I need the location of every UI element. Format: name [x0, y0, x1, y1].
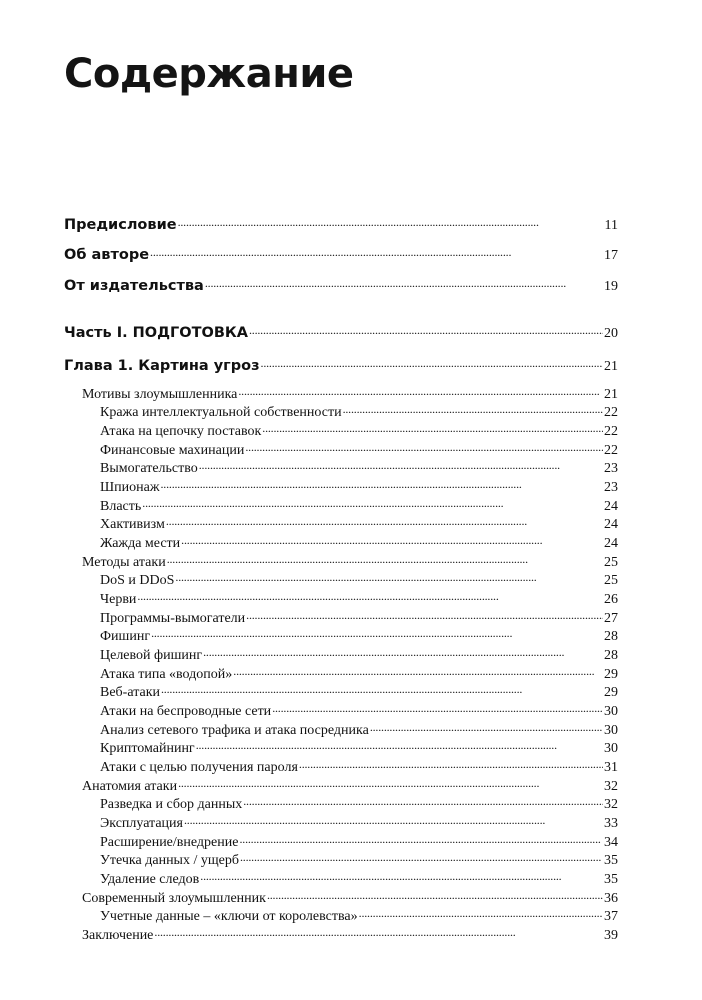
dot-leader [181, 533, 603, 547]
toc-entry-chapter-1[interactable] [64, 355, 618, 375]
toc-page-number: 31 [604, 760, 618, 775]
toc-entry[interactable] [100, 682, 618, 701]
dot-leader [243, 794, 603, 808]
toc-entry-label: Эксплуатация [100, 816, 183, 831]
toc-page-number: 32 [604, 797, 618, 812]
toc-entry-label: Криптомайнинг [100, 741, 195, 756]
dot-leader [167, 552, 603, 566]
toc-entry-label: Мотивы злоумышленника [82, 387, 238, 402]
toc-entry[interactable] [82, 925, 618, 944]
toc-page-number: 22 [604, 405, 618, 420]
toc-entry[interactable] [100, 850, 618, 869]
toc-entry-label: От издательства [64, 277, 204, 294]
toc-page-number: 37 [604, 909, 618, 924]
toc-entry-label: Об авторе [64, 246, 150, 263]
toc-entry[interactable] [100, 813, 618, 832]
toc-page-number: 30 [604, 723, 618, 738]
toc-entry[interactable] [82, 776, 618, 795]
toc-entry-label: Кража интеллектуальной собственности [100, 405, 342, 420]
dot-leader [249, 322, 603, 337]
dot-leader [178, 214, 604, 229]
dot-leader [239, 832, 603, 846]
dot-leader [299, 757, 603, 771]
toc-entry-about-author[interactable] [64, 244, 618, 264]
dot-leader [205, 275, 603, 290]
toc-page-number: 24 [604, 517, 618, 532]
toc-entry-label: Атака на цепочку поставок [100, 424, 262, 439]
toc-entry[interactable] [100, 757, 618, 776]
dot-leader [175, 570, 603, 584]
toc-page-number: 28 [604, 629, 618, 644]
toc-entry-label: Шпионаж [100, 480, 160, 495]
toc-entry-label: Анализ сетевого трафика и атака посредника [100, 723, 369, 738]
toc-entry-preface[interactable] [64, 214, 618, 234]
toc-entry-label: Методы атаки [82, 555, 166, 570]
toc-entry[interactable] [100, 720, 618, 739]
toc-page-number: 35 [604, 853, 618, 868]
dot-leader [154, 925, 603, 939]
toc-entry[interactable] [100, 514, 618, 533]
toc-entry[interactable] [82, 552, 618, 571]
toc-entry-label: Жажда мести [100, 536, 181, 551]
toc-entry[interactable] [100, 440, 618, 459]
dot-leader [203, 645, 603, 659]
toc-entry-label: Финансовые махинации [100, 443, 245, 458]
dot-leader [238, 384, 603, 398]
toc-page-number: 23 [604, 461, 618, 476]
toc-entry-label: Расширение/внедрение [100, 835, 239, 850]
toc-entry-label: Учетные данные – «ключи от королевства» [100, 909, 358, 924]
toc-entry[interactable] [100, 496, 618, 515]
toc-entry[interactable] [82, 888, 618, 907]
dot-leader [359, 906, 603, 920]
toc-entry-publisher[interactable] [64, 275, 618, 295]
toc-entry[interactable] [100, 701, 618, 720]
toc-entry[interactable] [100, 608, 618, 627]
dot-leader [166, 514, 603, 528]
dot-leader [137, 589, 603, 603]
toc-entry[interactable] [100, 533, 618, 552]
dot-leader [343, 402, 603, 416]
toc-entry-label: Удаление следов [100, 872, 200, 887]
toc-entry[interactable] [100, 570, 618, 589]
toc-entry-label: Атаки на беспроводные сети [100, 704, 272, 719]
toc-entry-label: Часть I. ПОДГОТОВКА [64, 324, 248, 341]
toc-page-number: 28 [604, 648, 618, 663]
toc-entry-label: Заключение [82, 928, 154, 943]
toc-page-number: 33 [604, 816, 618, 831]
dot-leader [267, 888, 603, 902]
toc-entry[interactable] [100, 869, 618, 888]
toc-page-number: 21 [604, 387, 618, 402]
dot-leader [199, 458, 603, 472]
toc-page-number: 32 [604, 779, 618, 794]
toc-entry-label: Фишинг [100, 629, 151, 644]
toc-entry-label: Целевой фишинг [100, 648, 203, 663]
dot-leader [233, 664, 603, 678]
toc-page-number: 29 [604, 685, 618, 700]
page-title: Содержание [64, 51, 354, 97]
dot-leader [161, 682, 603, 696]
toc-entry[interactable] [100, 458, 618, 477]
dot-leader [245, 440, 603, 454]
toc-page-number: 17 [604, 247, 618, 263]
toc-entry-label: Разведка и сбор данных [100, 797, 243, 812]
toc-page-number: 35 [604, 872, 618, 887]
toc-entry-label: Современный злоумышленник [82, 891, 266, 906]
toc-page-number: 36 [604, 891, 618, 906]
toc-page-number: 26 [604, 592, 618, 607]
toc-page-number: 24 [604, 536, 618, 551]
toc-entry-label: Атака типа «водопой» [100, 667, 233, 682]
dot-leader [142, 496, 603, 510]
toc-page-number: 19 [604, 278, 618, 294]
toc-entry[interactable] [100, 626, 618, 645]
toc-entry[interactable] [100, 645, 618, 664]
toc-entry[interactable] [100, 738, 618, 757]
toc-entry-label: Хактивизм [100, 517, 165, 532]
toc-entry[interactable] [100, 906, 618, 925]
dot-leader [178, 776, 603, 790]
toc-entry-label: Глава 1. Картина угроз [64, 357, 260, 374]
dot-leader [200, 869, 603, 883]
toc-entry[interactable] [100, 589, 618, 608]
toc-entry-label: DoS и DDoS [100, 573, 175, 588]
dot-leader [150, 244, 603, 259]
toc-page-number: 25 [604, 573, 618, 588]
toc-page-number: 23 [604, 480, 618, 495]
toc-entry-label: Атаки с целью получения пароля [100, 760, 298, 775]
toc-page-number: 25 [604, 555, 618, 570]
toc-entry-part-1[interactable] [64, 322, 618, 342]
toc-entry-label: Вымогательство [100, 461, 198, 476]
toc-page-number: 22 [604, 443, 618, 458]
toc-entry-label: Черви [100, 592, 137, 607]
toc-entry-label: Программы-вымогатели [100, 611, 246, 626]
toc-entry-label: Утечка данных / ущерб [100, 853, 239, 868]
toc-entry-label: Власть [100, 499, 142, 514]
toc-page-number: 24 [604, 499, 618, 514]
toc-entry[interactable] [100, 794, 618, 813]
dot-leader [262, 421, 603, 435]
dot-leader [246, 608, 603, 622]
toc-entry[interactable] [100, 832, 618, 851]
dot-leader [261, 355, 603, 370]
dot-leader [370, 720, 603, 734]
toc-page-number: 21 [604, 358, 618, 374]
dot-leader [161, 477, 604, 491]
dot-leader [272, 701, 603, 715]
toc-entry[interactable] [100, 477, 618, 496]
toc-entry-label: Анатомия атаки [82, 779, 178, 794]
dot-leader [151, 626, 603, 640]
toc-entry[interactable] [82, 384, 618, 403]
dot-leader [196, 738, 603, 752]
toc-page-number: 22 [604, 424, 618, 439]
toc-page-number: 27 [604, 611, 618, 626]
toc-page-number: 20 [604, 325, 618, 341]
toc-entry[interactable] [100, 664, 618, 683]
toc-page-number: 34 [604, 835, 618, 850]
toc-entry-label: Предисловие [64, 216, 177, 233]
dot-leader [184, 813, 603, 827]
toc-entry-label: Веб-атаки [100, 685, 160, 700]
toc-entry[interactable] [100, 421, 618, 440]
toc-page-number: 30 [604, 741, 618, 756]
toc-page-number: 30 [604, 704, 618, 719]
toc-page-number: 11 [604, 217, 618, 233]
toc-page-number: 29 [604, 667, 618, 682]
dot-leader [240, 850, 603, 864]
toc-page-number: 39 [604, 928, 618, 943]
toc-entry[interactable] [100, 402, 618, 421]
